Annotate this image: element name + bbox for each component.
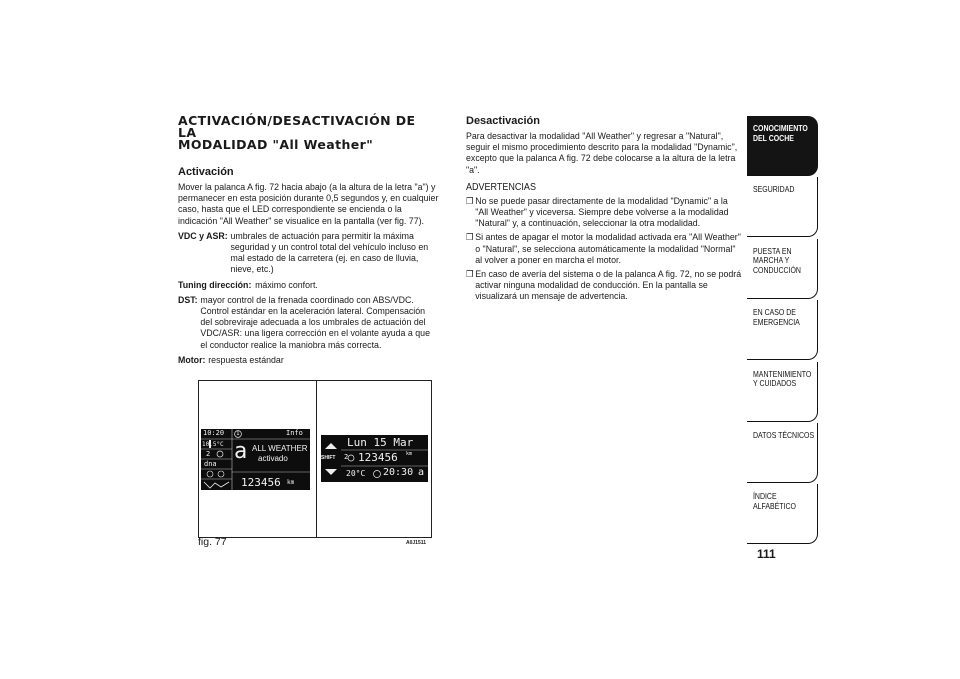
warning-text: En caso de avería del sistema o de la palanca A fig. 72, no se podrá activar ninguna modalidad de conducción. En la pantalla se visualizará un mensaje de advertencia.	[475, 269, 742, 303]
definition-term: DST:	[178, 294, 198, 306]
display2-date: Lun 15 Mar	[347, 436, 414, 449]
left-column	[178, 115, 438, 366]
display2-shift: SHIFT	[321, 455, 336, 461]
definition-term: VDC y ASR:	[178, 230, 228, 242]
figure-77	[198, 380, 432, 538]
tab-label: EN CASO DE EMERGENCIA	[753, 308, 800, 327]
display2-trip: 2	[344, 453, 349, 461]
tab-label: PUESTA EN MARCHA Y CONDUCCIÓN	[753, 246, 801, 275]
warning-text: Si antes de apagar el motor la modalidad activada era "All Weather" o "Natural", se selecciona automáticamente la modalidad "Normal" al volver a poner en marcha el motor.	[475, 232, 741, 266]
display-temperature: 10.5°C	[202, 441, 224, 448]
display-mode-letter: a	[234, 439, 248, 464]
definition-desc: máximo confort.	[255, 279, 318, 291]
tab-label: ÍNDICE ALFABÉTICO	[753, 492, 796, 511]
deactivation-heading: Desactivación	[466, 115, 540, 127]
definition-dst	[178, 295, 439, 351]
warning-text: No se puede pasar directamente de la modalidad "Dynamic" a la "All Weather" y viceversa. Siempre debe volverse a la modalidad "Natural" y, a continuación, seleccionar la otra modalidad.	[475, 195, 729, 230]
warning-item	[466, 232, 742, 266]
section-tabs	[747, 116, 818, 546]
tab-seguridad[interactable]	[747, 177, 818, 237]
warning-item	[466, 269, 742, 303]
tab-emergencia[interactable]	[747, 300, 818, 360]
display2-clock: 20:30	[383, 467, 414, 478]
definition-desc: respuesta estándar	[208, 354, 284, 366]
figure-code: A0J1511	[406, 540, 427, 546]
definition-tuning	[178, 280, 439, 291]
definition-vdc-asr	[178, 231, 439, 276]
figure-caption: fig. 77	[198, 536, 227, 548]
section-title-line2: MODALIDAD "All Weather"	[178, 137, 374, 152]
tab-indice[interactable]	[747, 484, 818, 544]
checkbox-bullet-icon: ❒	[466, 269, 474, 280]
tab-label: SEGURIDAD	[753, 185, 795, 195]
instrument-display-allweather	[201, 429, 310, 490]
instrument-display-date	[321, 435, 428, 482]
display2-temperature: 20°C	[346, 469, 366, 478]
definition-desc: mayor control de la frenada coordinado con ABS/VDC. Control estándar en la aceleración lateral. Compensación del sobreviraje adecuada a los umbrales de actuación del VDC/ASR: una ligera corrección en el volante ayuda a que el conductor realice la maniobra más correcta.	[200, 294, 431, 351]
section-title	[178, 115, 438, 151]
warning-item	[466, 196, 742, 230]
display-gear: 2	[206, 450, 211, 458]
display-odometer: 123456	[241, 476, 281, 489]
tab-conocimiento[interactable]	[747, 116, 818, 176]
checkbox-bullet-icon: ❒	[466, 195, 474, 206]
page-number: 111	[757, 547, 776, 561]
definition-motor	[178, 355, 439, 366]
definition-term: Tuning dirección:	[178, 279, 252, 291]
display-odometer-unit: km	[287, 479, 295, 486]
display-info-number: 1	[236, 430, 240, 437]
display2-odometer: 123456	[358, 451, 398, 464]
tab-label: MANTENIMIENTO Y CUIDADOS	[753, 369, 812, 389]
activation-heading: Activación	[178, 166, 234, 178]
display-dna: dna	[204, 460, 217, 468]
tab-datos-tecnicos[interactable]	[747, 423, 818, 483]
display2-odometer-unit: km	[406, 451, 413, 457]
definition-desc: umbrales de actuación para permitir la máxima seguridad y un control total del vehículo incluso en mal estado de la carretera (ej. en caso de lluvia, nieve, etc.)	[230, 230, 429, 276]
display-mode-line2: activado	[258, 454, 288, 463]
deactivation-text: Para desactivar la modalidad "All Weather" y regresar a "Natural", seguir el mismo procedimiento descrito para la modalidad "Dynamic", excepto que la palanca A fig. 72 debe colocarse a la altura de la letra "a".	[466, 131, 738, 176]
section-title-line1: ACTIVACIÓN/DESACTIVACIÓN DE LA	[178, 113, 416, 140]
display-time: 10:20	[203, 429, 225, 437]
tab-label: CONOCIMIENTO DEL COCHE	[753, 124, 808, 143]
display2-mode-letter: a	[418, 467, 425, 478]
tab-puesta-en-marcha[interactable]	[747, 239, 818, 299]
definition-term: Motor:	[178, 354, 206, 366]
tab-mantenimiento[interactable]	[747, 362, 818, 422]
warnings-heading: ADVERTENCIAS	[466, 181, 536, 193]
checkbox-bullet-icon: ❒	[466, 232, 474, 243]
display-info: Info	[286, 429, 303, 437]
display-mode-line1: ALL WEATHER	[252, 444, 308, 453]
tab-label: DATOS TÉCNICOS	[753, 430, 815, 440]
right-column	[466, 115, 746, 303]
figure-divider	[316, 381, 317, 537]
activation-text: Mover la palanca A fig. 72 hacia abajo (a la altura de la letra "a") y permanecer en esta posición durante 0,5 segundos y, en cualquier caso, hasta que el LED correspondiente se encienda o la indicación "All Weather" se visualice en la pantalla (ver fig. 77).	[178, 182, 439, 227]
